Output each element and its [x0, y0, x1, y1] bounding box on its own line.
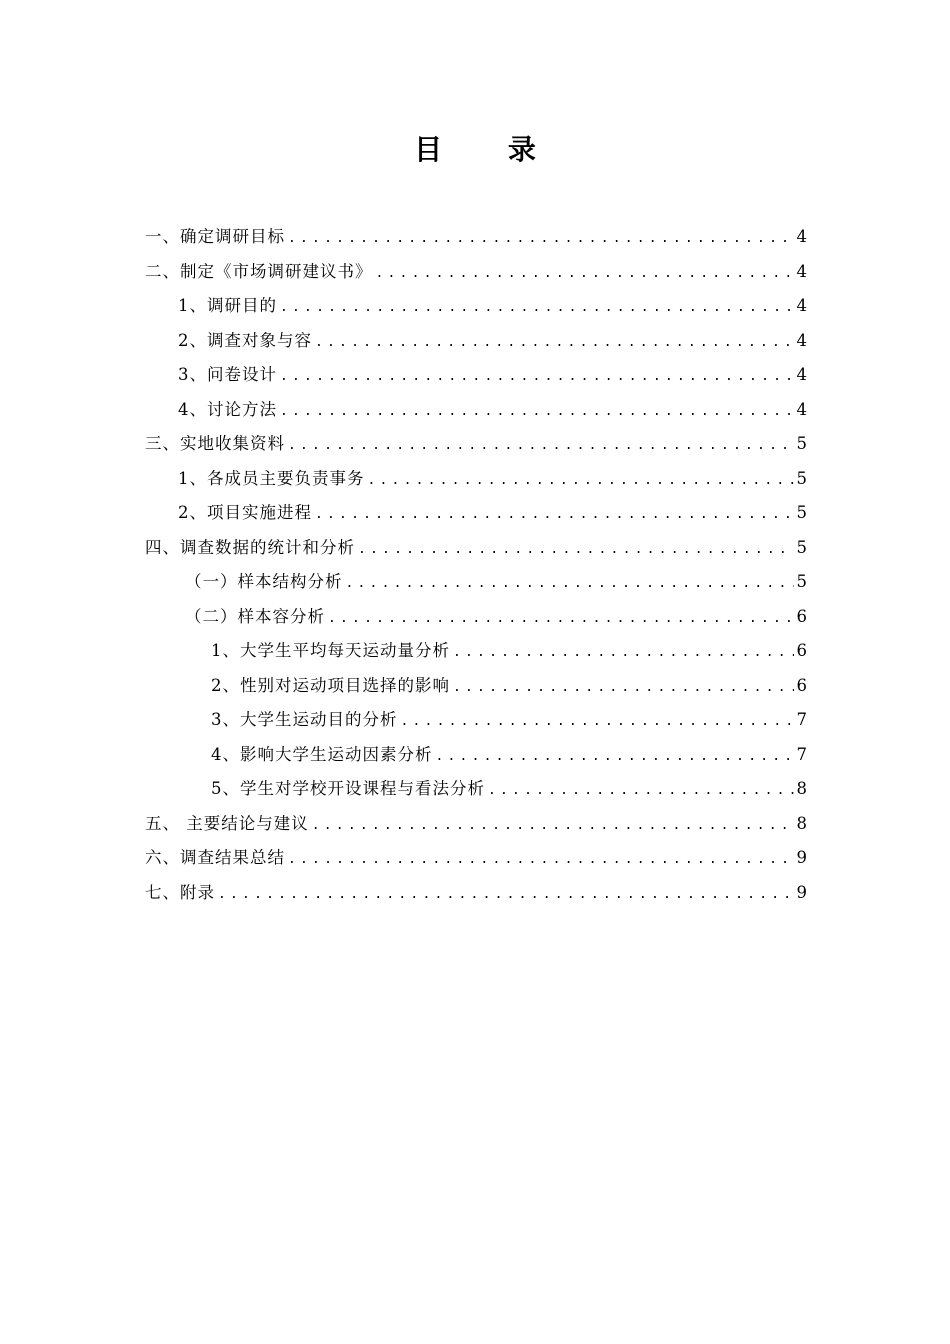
toc-title: 目 录: [414, 133, 564, 166]
toc-entry-label: 四、调查数据的统计和分析: [145, 537, 355, 557]
toc-entry[interactable]: [145, 669, 807, 704]
toc-page-number: 5: [796, 503, 807, 522]
toc-dot-leader: [368, 464, 794, 499]
toc-page-number: 4: [796, 330, 807, 350]
toc-dot-leader: [488, 774, 794, 809]
toc-entry-label: 4、讨论方法: [178, 399, 277, 419]
toc-entry-label: 1、大学生平均每天运动量分析: [211, 641, 450, 660]
toc-entry-label: 2、调查对象与容: [178, 330, 312, 350]
toc-dot-leader: [288, 429, 794, 464]
toc-dot-leader: [218, 878, 794, 913]
toc-entry-label: 六、调查结果总结: [145, 848, 285, 867]
toc-page-number: 5: [796, 468, 807, 488]
toc-list: [145, 220, 807, 910]
toc-page-number: 4: [796, 399, 807, 419]
toc-dot-leader: [280, 395, 794, 430]
toc-entry-label: 七、附录: [145, 882, 215, 902]
toc-entry-label: 2、性别对运动项目选择的影响: [211, 675, 450, 695]
toc-entry-label: 4、影响大学生运动因素分析: [211, 744, 433, 764]
toc-page-number: 4: [796, 261, 807, 281]
toc-entry-label: 二、制定《市场调研建议书》: [145, 261, 373, 281]
toc-dot-leader: [288, 843, 794, 878]
toc-dot-leader: [436, 740, 794, 775]
toc-entry[interactable]: [145, 876, 807, 911]
toc-entry[interactable]: [145, 427, 807, 462]
toc-entry[interactable]: [145, 324, 807, 359]
toc-entry-label: 5、学生对学校开设课程与看法分析: [211, 779, 485, 798]
toc-page-number: 7: [796, 710, 807, 729]
toc-entry[interactable]: [145, 600, 807, 635]
toc-page-number: 9: [796, 882, 807, 902]
toc-entry[interactable]: [145, 462, 807, 497]
toc-entry-label: （二）样本容分析: [185, 606, 325, 626]
toc-dot-leader: [328, 602, 794, 637]
toc-page-number: 8: [796, 813, 807, 833]
toc-entry-label: 一、确定调研目标: [145, 227, 285, 246]
toc-entry[interactable]: [145, 841, 807, 876]
toc-dot-leader: [453, 671, 794, 706]
toc-entry-label: 三、实地收集资料: [145, 434, 285, 453]
toc-dot-leader: [358, 533, 794, 568]
toc-entry[interactable]: [145, 393, 807, 428]
toc-entry-label: （一）样本结构分析: [185, 572, 343, 591]
toc-entry[interactable]: [145, 807, 807, 842]
toc-entry[interactable]: [145, 634, 807, 669]
toc-entry[interactable]: [145, 255, 807, 290]
toc-entry[interactable]: [145, 738, 807, 773]
toc-page-number: 8: [796, 779, 807, 798]
toc-page-number: 4: [796, 227, 807, 246]
toc-dot-leader: [376, 257, 794, 292]
toc-entry[interactable]: [145, 220, 807, 255]
toc-entry[interactable]: [145, 358, 807, 393]
toc-entry-label: 3、大学生运动目的分析: [211, 710, 398, 729]
toc-page-number: 7: [796, 744, 807, 764]
toc-entry[interactable]: [145, 531, 807, 566]
toc-entry[interactable]: [145, 703, 807, 738]
toc-page-number: 9: [796, 848, 807, 867]
toc-dot-leader: [280, 291, 794, 326]
toc-page-number: 5: [796, 537, 807, 557]
toc-entry-label: 2、项目实施进程: [178, 503, 312, 522]
toc-entry[interactable]: [145, 496, 807, 531]
toc-page-number: 4: [796, 365, 807, 384]
toc-entry[interactable]: [145, 289, 807, 324]
toc-entry-label: 3、问卷设计: [178, 365, 277, 384]
toc-entry-label: 五、 主要结论与建议: [145, 813, 309, 833]
toc-page-number: 6: [796, 641, 807, 660]
toc-entry[interactable]: [145, 772, 807, 807]
toc-dot-leader: [315, 498, 794, 533]
toc-entry-label: 1、各成员主要负责事务: [178, 468, 365, 488]
toc-dot-leader: [315, 326, 794, 361]
toc-page-number: 6: [796, 606, 807, 626]
toc-dot-leader: [401, 705, 794, 740]
toc-dot-leader: [346, 567, 794, 602]
toc-page-number: 6: [796, 675, 807, 695]
toc-dot-leader: [453, 636, 794, 671]
toc-page-number: 5: [796, 572, 807, 591]
toc-page-number: 4: [796, 296, 807, 315]
toc-dot-leader: [288, 222, 794, 257]
toc-entry-label: 1、调研目的: [178, 296, 277, 315]
toc-entry[interactable]: [145, 565, 807, 600]
toc-page-number: 5: [796, 434, 807, 453]
toc-dot-leader: [312, 809, 794, 844]
toc-dot-leader: [280, 360, 794, 395]
